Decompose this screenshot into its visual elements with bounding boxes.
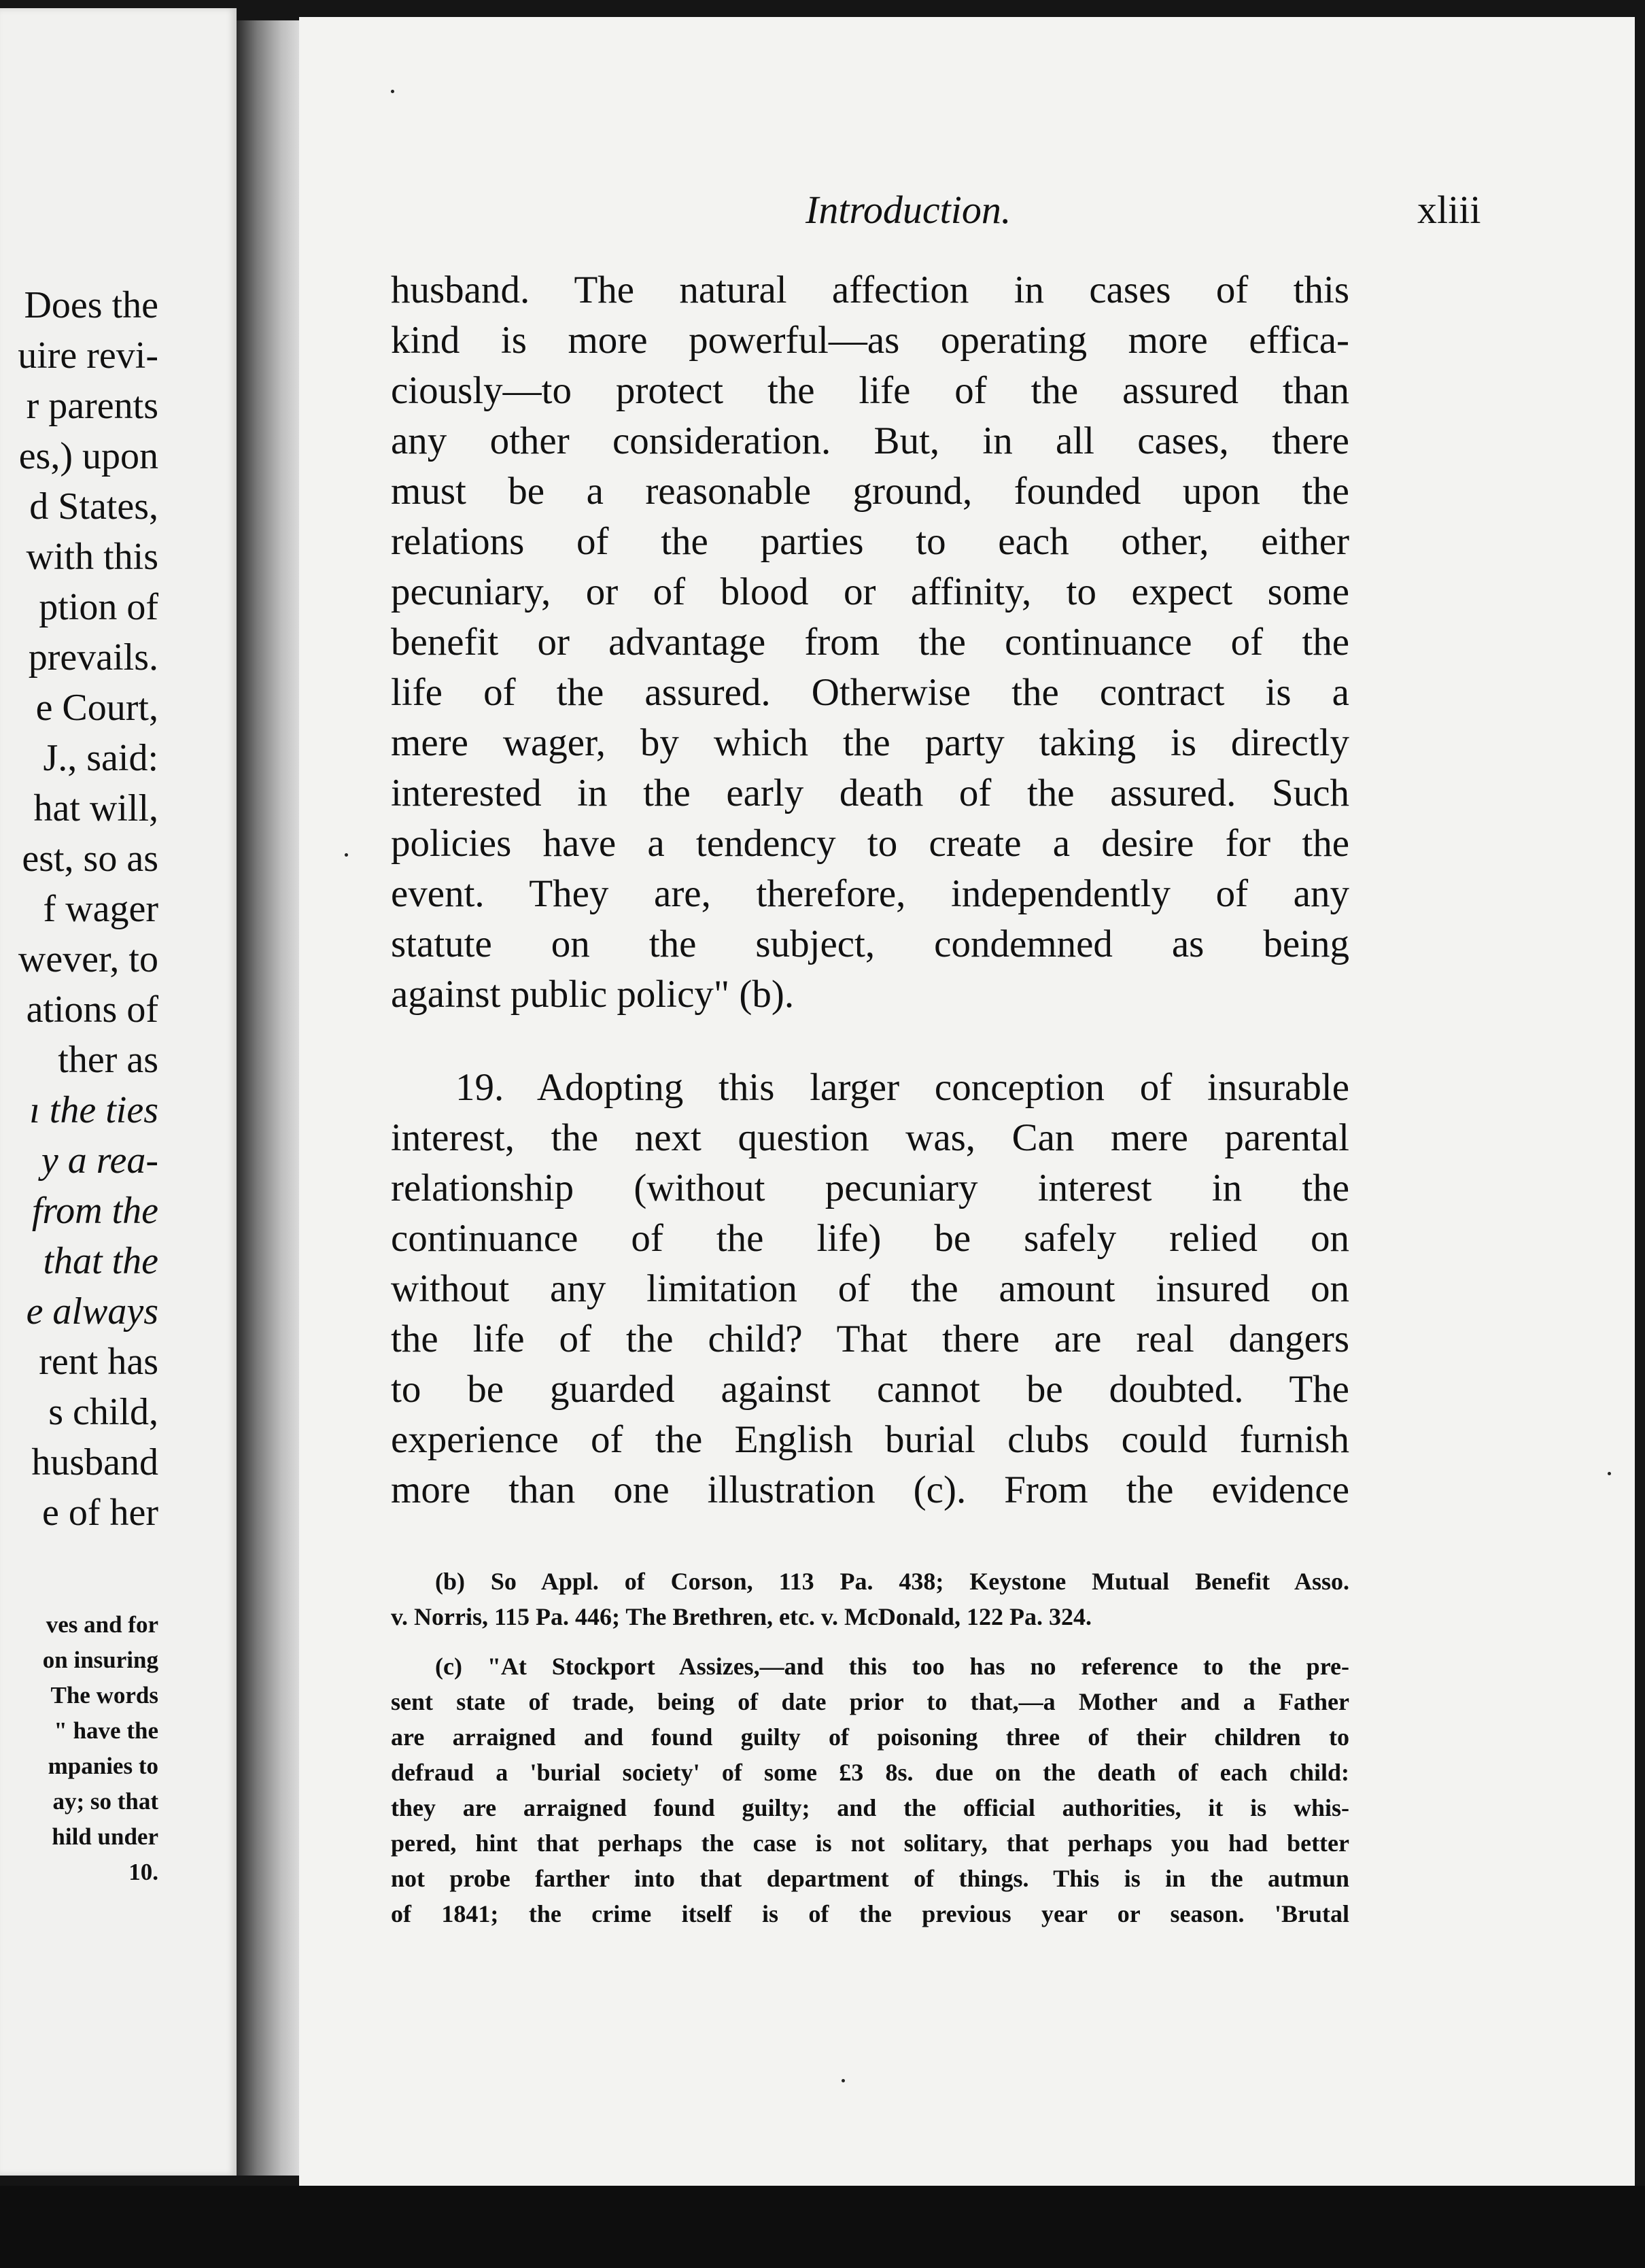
left-page-line: y a rea- (41, 1139, 158, 1182)
footnote-line: v. Norris, 115 Pa. 446; The Brethren, etc. v. McDonald, 122 Pa. 324. (391, 1603, 1092, 1630)
left-page-line: ations of (26, 989, 158, 1031)
body-line: 19. Adopting this larger conception of insurable (455, 1066, 1349, 1109)
body-line: any other consideration. But, in all cases, there (391, 419, 1349, 462)
body-line: policies have a tendency to create a desire for the (391, 822, 1349, 865)
left-page-line: hat will, (33, 787, 158, 829)
scan-speck (1608, 1472, 1611, 1475)
footnote-line: (b) So Appl. of Corson, 113 Pa. 438; Keystone Mutual Benefit Asso. (435, 1568, 1349, 1595)
footnote-line: of 1841; the crime itself is of the previous year or season. 'Brutal (391, 1900, 1349, 1927)
left-page-line: J., said: (43, 737, 158, 779)
page-number: xliii (1417, 188, 1481, 232)
body-line: interest, the next question was, Can mere parental (391, 1116, 1349, 1159)
left-page-line: f wager (43, 888, 158, 930)
body-line: the life of the child? That there are real dangers (391, 1318, 1349, 1360)
body-line: kind is more powerful—as operating more effica- (391, 319, 1349, 362)
left-page-line: s child, (48, 1391, 158, 1433)
body-line: mere wager, by which the party taking is directly (391, 721, 1349, 764)
body-line: interested in the early death of the assured. Such (391, 772, 1349, 814)
body-line: ciously—to protect the life of the assured than (391, 369, 1349, 412)
left-footnote-line: 10. (128, 1859, 158, 1885)
body-line: benefit or advantage from the continuance of the (391, 621, 1349, 664)
left-footnote-line: on insuring (42, 1647, 158, 1673)
left-page (0, 8, 237, 2176)
body-line: event. They are, therefore, independently of any (391, 872, 1349, 915)
left-footnote-line: The words (50, 1682, 158, 1708)
footnote-line: not probe farther into that department of things. This is in the autmun (391, 1865, 1349, 1892)
body-line: more than one illustration (c). From the evidence (391, 1468, 1349, 1511)
footnote-line: (c) "At Stockport Assizes,—and this too has no reference to the pre- (435, 1653, 1349, 1680)
body-line: without any limitation of the amount insured on (391, 1267, 1349, 1310)
left-page-line: uire revi- (18, 334, 158, 377)
left-footnote-line: ves and for (46, 1611, 158, 1638)
left-page-line: est, so as (22, 838, 158, 880)
left-page-line: e of her (41, 1492, 158, 1534)
scan-speck (842, 2079, 845, 2082)
left-page-line: e always (26, 1290, 158, 1333)
scan-speck (345, 853, 348, 857)
body-line: statute on the subject, condemned as being (391, 923, 1349, 965)
left-footnote-line: hild under (52, 1823, 158, 1850)
body-line: must be a reasonable ground, founded upon the (391, 470, 1349, 513)
scan-background (0, 2186, 1645, 2268)
left-page-line: ther as (58, 1039, 158, 1081)
left-page-line: es,) upon (18, 435, 158, 477)
left-page-line: husband (31, 1441, 158, 1483)
body-line: against public policy" (b). (391, 973, 795, 1016)
scan-speck (391, 90, 394, 93)
left-page-line: with this (26, 536, 158, 578)
book-gutter (237, 20, 305, 2176)
footnote-line: defraud a 'burial society' of some £3 8s. due on the death of each child: (391, 1759, 1349, 1786)
left-footnote-line: " have the (54, 1717, 158, 1744)
left-page-line: rent has (39, 1341, 158, 1383)
footnote-line: pered, hint that perhaps the case is not solitary, that perhaps you had better (391, 1829, 1349, 1857)
left-page-line: from the (31, 1190, 158, 1232)
left-page-line: d States, (29, 485, 158, 528)
left-page-line: Does the (24, 284, 158, 326)
left-page-line: r parents (26, 385, 158, 427)
left-footnote-line: mpanies to (48, 1753, 158, 1779)
body-line: experience of the English burial clubs could furnish (391, 1418, 1349, 1461)
left-page-line: wever, to (18, 938, 158, 980)
body-line: to be guarded against cannot be doubted. The (391, 1368, 1349, 1411)
left-page-line: e Court, (35, 687, 158, 729)
body-line: continuance of the life) be safely relied on (391, 1217, 1349, 1260)
body-line: relationship (without pecuniary interest in the (391, 1167, 1349, 1209)
footnote-line: are arraigned and found guilty of poisoning three of their children to (391, 1723, 1349, 1751)
body-line: pecuniary, or of blood or affinity, to expect some (391, 570, 1349, 613)
footnote-line: sent state of trade, being of date prior to that,—a Mother and a Father (391, 1688, 1349, 1715)
footnote-line: they are arraigned found guilty; and the official authorities, it is whis- (391, 1794, 1349, 1821)
left-page-line: ption of (39, 586, 158, 628)
running-head: Introduction. (806, 188, 1011, 232)
left-footnote-line: ay; so that (52, 1788, 158, 1815)
left-page-line: ı the ties (29, 1089, 158, 1131)
left-page-line: that the (43, 1240, 158, 1282)
body-line: life of the assured. Otherwise the contract is a (391, 671, 1349, 714)
body-line: relations of the parties to each other, either (391, 520, 1349, 563)
left-page-line: prevails. (28, 636, 158, 678)
body-line: husband. The natural affection in cases of this (391, 269, 1349, 311)
